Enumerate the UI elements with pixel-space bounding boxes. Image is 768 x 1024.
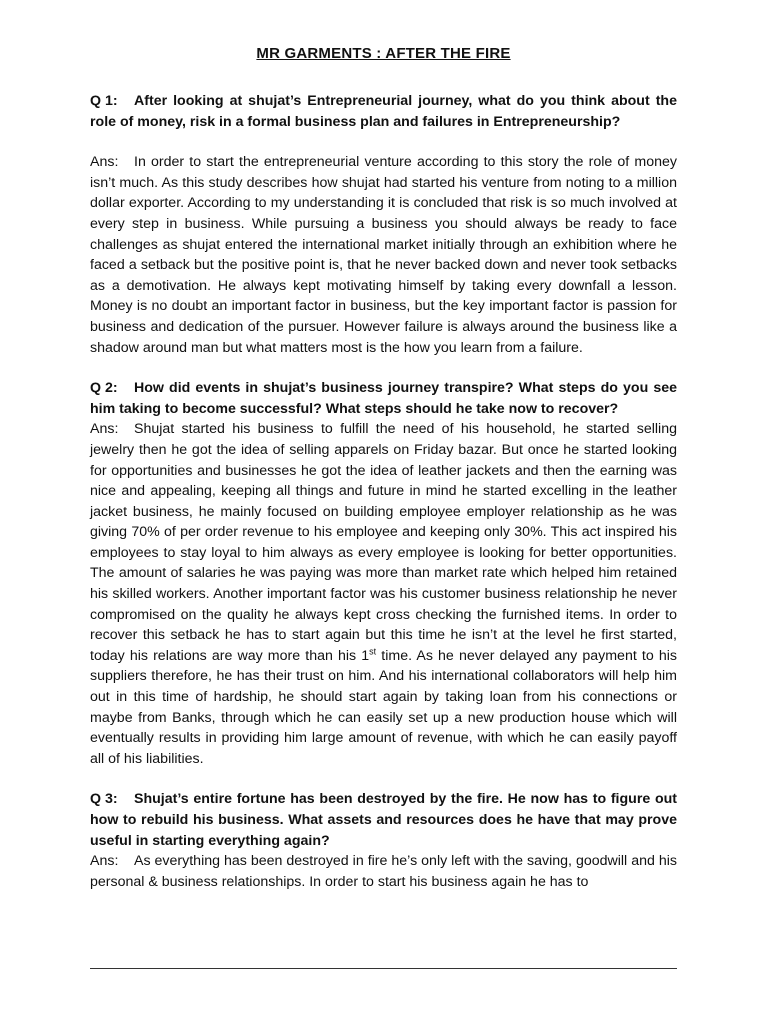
page-cut-divider [90, 968, 677, 969]
answer-1 [90, 152, 677, 358]
answer-2-text-part-1: Shujat started his business to fulfill the need of his household, he started selling jewelry then he got the idea of selling apparels on Friday bazar. But once he started looking for opportunities and businesses he got the idea of leather jackets and then the earning was nice and appealing, keeping all things and future in mind he started excelling in the leather jacket business, he mainly focused on building employee employer relationship as he was giving 70% of per order revenue to his employee and keeping only 30%. This act inspired his employees to stay loyal to him always as every employee is looking for better opportunities. The amount of salaries he was paying was more than market rate which helped him retained his skilled workers. Another important factor was his customer business relationship he never compromised on the quality he always kept cross checking the furnished items. In order to recover this setback he has to start again but this time he isn’t at the level he first started, today his relations are way more than his 1 [90, 421, 677, 664]
question-1-label: Q 1: [90, 93, 118, 109]
answer-3-text: As everything has been destroyed in fire he’s only left with the saving, goodwill and his personal & business relationships. In order to start his business again he has to [90, 853, 677, 890]
question-3-label: Q 3: [90, 791, 118, 808]
answer-1-label: Ans: [90, 154, 119, 171]
answer-1-text: In order to start the entrepreneurial venture according to this story the role of money isn’t much. As this study describes how shujat had started his venture from noting to a million dollar exporter. According to my understanding it is concluded that risk is so much involved at every step in business. While pursuing a business you should always be ready to face challenges as shujat entered the international market initially through an exhibition where he faced a setback but the positive point is, that he never backed down and never took setbacks as a demotivation. He always kept motivating himself by taking every downfall a lesson. Money is no doubt an important factor in business, but the key important factor is passion for business and dedication of the pursuer. However failure is always around the business like a shadow around man but what matters most is the how you learn from a failure. [90, 154, 677, 356]
document-title: MR GARMENTS : AFTER THE FIRE [256, 45, 511, 62]
answer-2 [90, 419, 677, 769]
answer-3 [90, 851, 677, 892]
question-3 [90, 789, 677, 851]
question-3-text: Shujat’s entire fortune has been destroyed by the fire. He now has to figure out how to rebuild his business. What assets and resources does he have that may prove useful in starting everything again? [90, 791, 677, 849]
question-2-text: How did events in shujat’s business journey transpire? What steps do you see him taking to become successful? What steps should he take now to recover? [90, 380, 677, 417]
answer-2-text-part-2: time. As he never delayed any payment to his suppliers therefore, he has their trust on him. And his international collaborators will help him out in this time of hardship, he should start again by taking loan from his connections or maybe from Banks, through which he can easily set up a new production house which will eventually results in providing him large amount of revenue, with which he can easily payoff all of his liabilities. [90, 647, 677, 767]
document-page [90, 44, 677, 892]
question-1-text: After looking at shujat’s Entrepreneurial journey, what do you think about the role of money, risk in a formal business plan and failures in Entrepreneurship? [90, 93, 677, 130]
question-2 [90, 378, 677, 419]
answer-3-label: Ans: [90, 853, 119, 870]
question-1 [90, 91, 677, 132]
answer-2-label: Ans: [90, 421, 119, 438]
question-2-label: Q 2: [90, 380, 118, 397]
answer-2-superscript: st [369, 646, 377, 657]
